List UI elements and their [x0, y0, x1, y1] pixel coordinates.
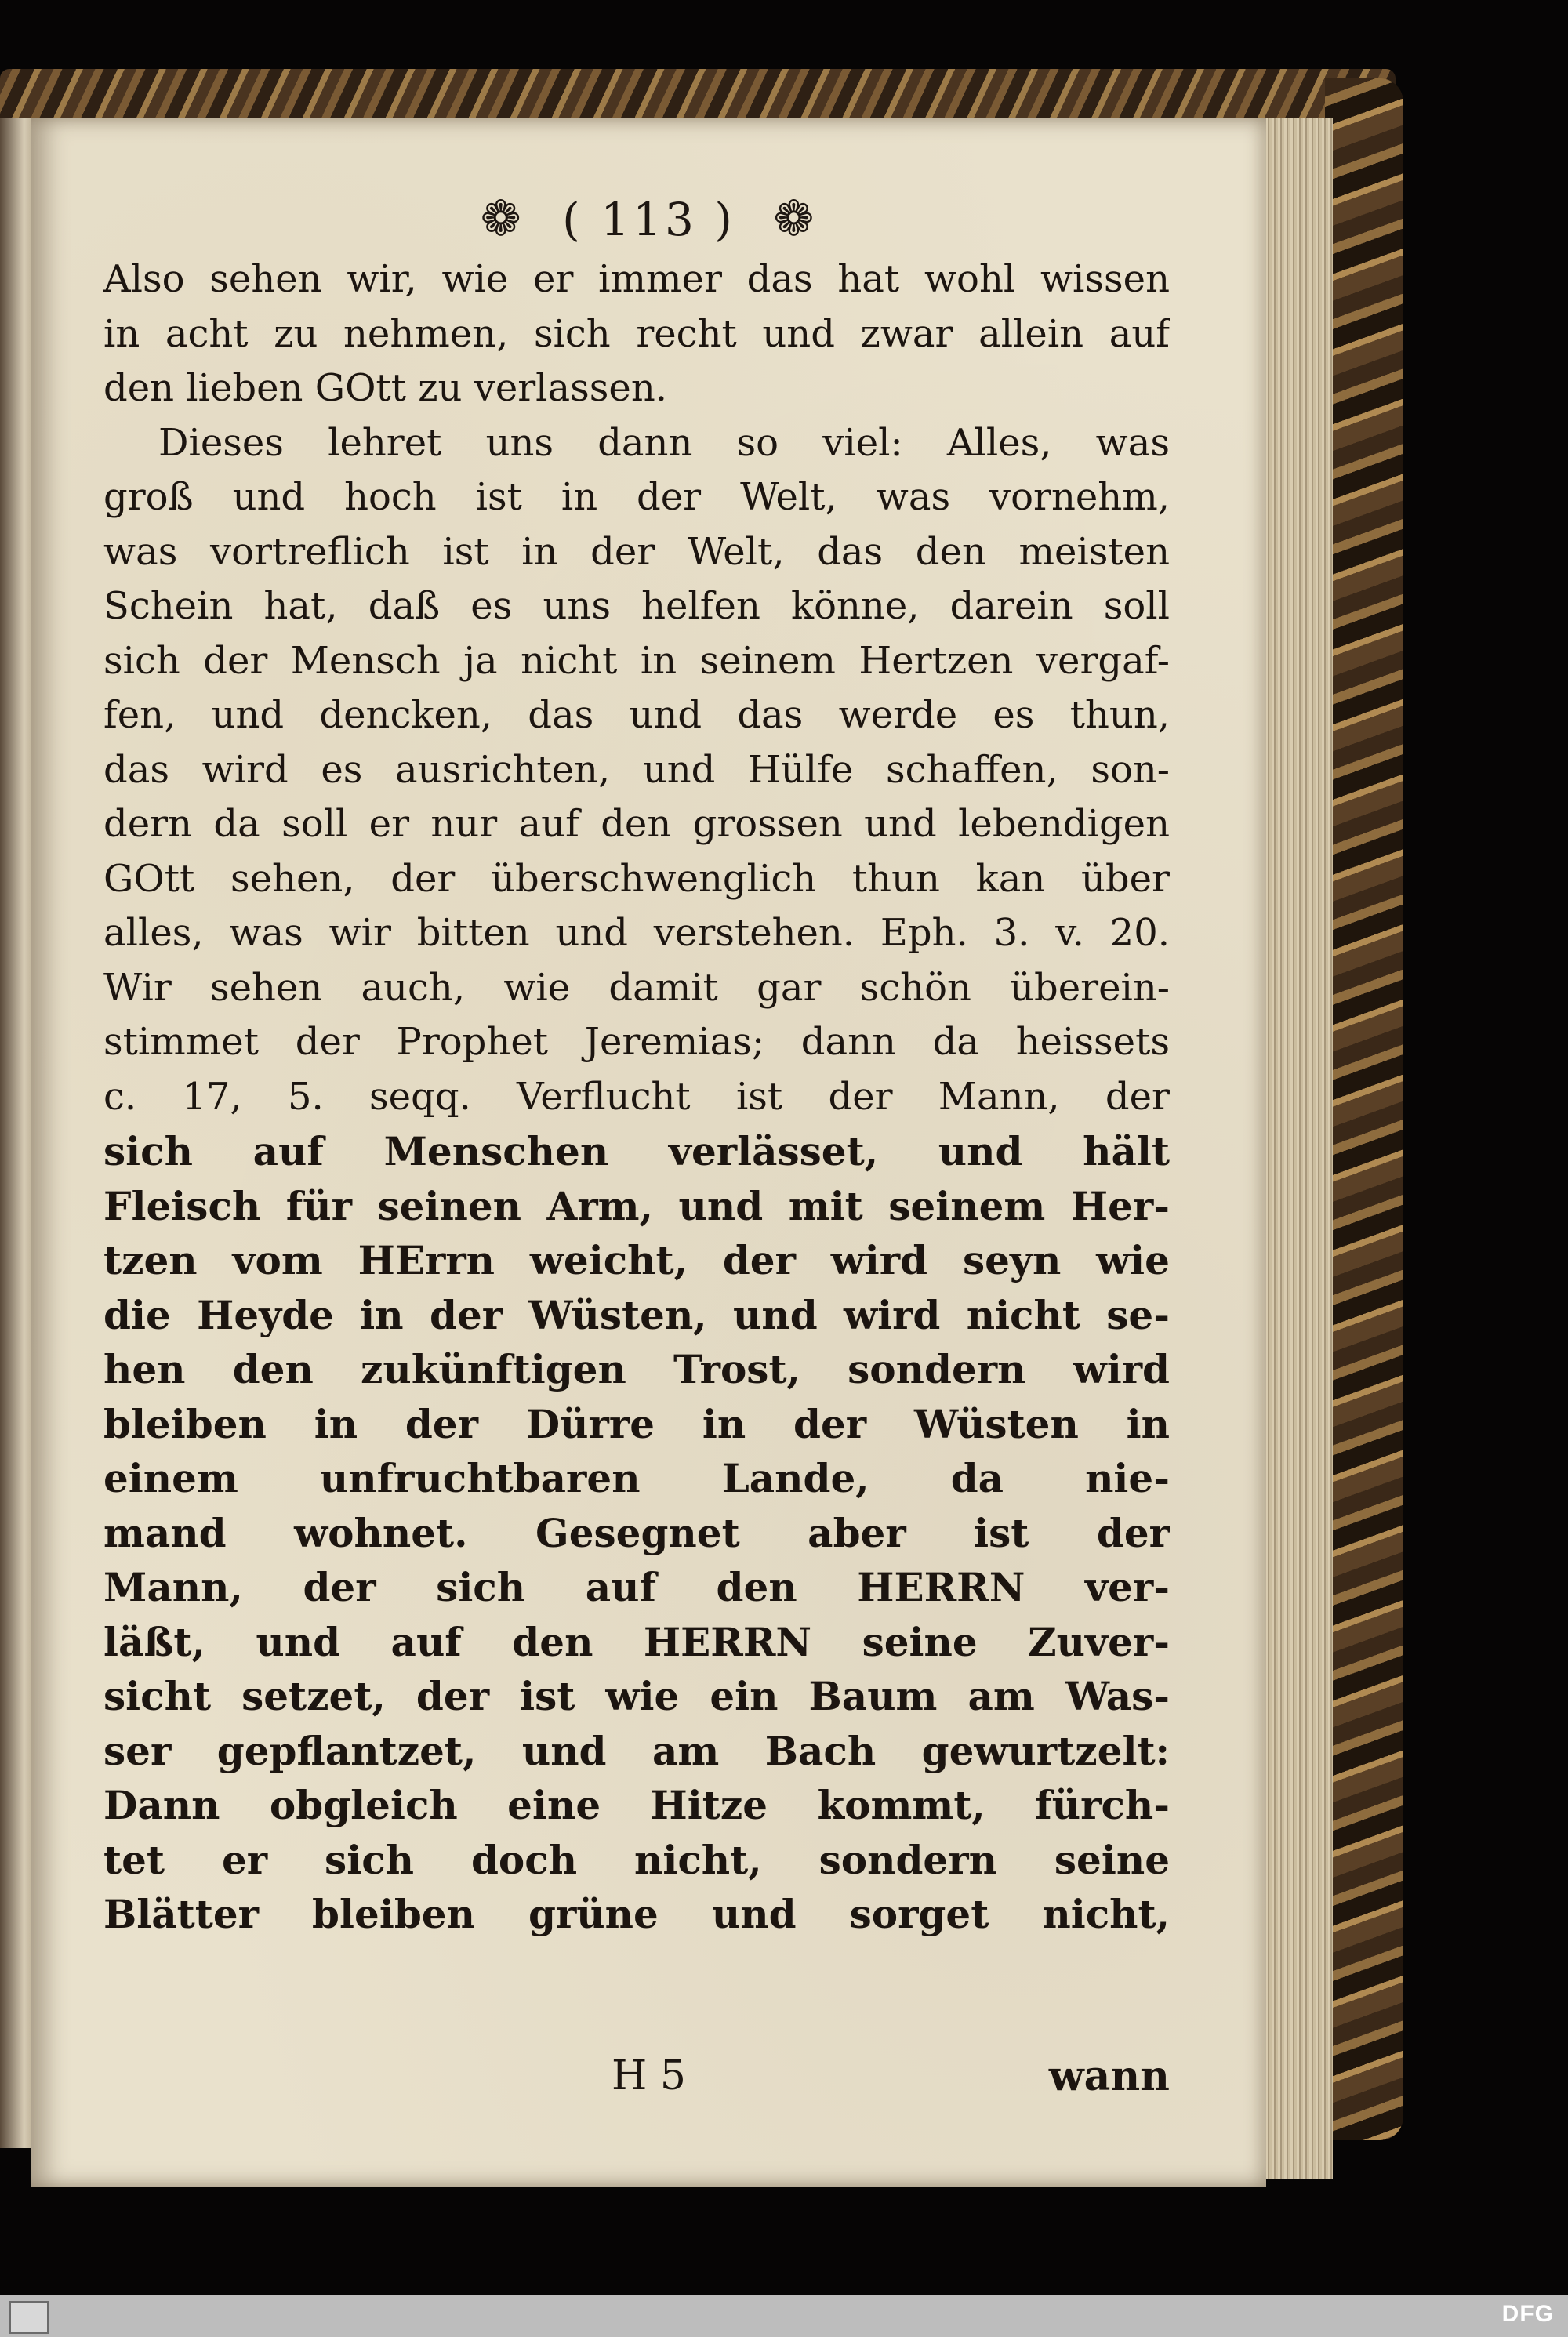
ornament-right-icon: ❁: [773, 190, 818, 247]
text-line: hen den zukünftigen Trost, sondern wird: [103, 1346, 1170, 1392]
text-line: tzen vom HErrn weicht, der wird seyn wie: [103, 1237, 1170, 1283]
text-line: sich auf Menschen verlässet, und hält: [103, 1128, 1170, 1174]
body-text: [103, 252, 1170, 1942]
book-page: [31, 118, 1266, 2187]
text-line: in acht zu nehmen, sich recht und zwar allein auf: [103, 311, 1170, 356]
text-line: alles, was wir bitten und verstehen. Eph. 3. v. 20.: [103, 911, 1170, 955]
text-line: Blätter bleiben grüne und sorget nicht,: [103, 1891, 1170, 1937]
text-line: Wir sehen auch, wie damit gar schön überein-: [103, 965, 1170, 1010]
text-line: ser gepflantzet, und am Bach gewurtzelt:: [103, 1727, 1170, 1774]
signature-mark: H 5: [612, 2052, 686, 2099]
viewer-footer-bar: [0, 2295, 1568, 2337]
text-line: Mann, der sich auf den HERRN ver-: [103, 1564, 1170, 1610]
text-line: läßt, und auf den HERRN seine Zuver-: [103, 1618, 1170, 1665]
text-line: GOtt sehen, der überschwenglich thun kan über: [103, 856, 1170, 901]
book-cover-edge: [1325, 78, 1403, 2140]
text-line: das wird es ausrichten, und Hülfe schaffen, son-: [103, 747, 1170, 792]
page-footer: [103, 2052, 1170, 2107]
text-line: bleiben in der Dürre in der Wüsten in: [103, 1400, 1170, 1447]
text-line: stimmet der Prophet Jeremias; dann da heissets: [103, 1020, 1170, 1064]
page-header: [31, 190, 1266, 247]
library-logo-icon: [9, 2301, 49, 2334]
text-line: fen, und dencken, das und das werde es thun,: [103, 693, 1170, 737]
text-line: tet er sich doch nicht, sondern seine: [103, 1836, 1170, 1883]
text-line: was vortreflich ist in der Welt, das den meisten: [103, 529, 1170, 574]
text-line: einem unfruchtbaren Lande, da nie-: [103, 1455, 1170, 1501]
text-line: c. 17, 5. seqq. Verflucht ist der Mann, der: [103, 1074, 1170, 1119]
text-line: Also sehen wir, wie er immer das hat wohl wissen: [103, 257, 1170, 301]
text-line: Dieses lehret uns dann so viel: Alles, was: [158, 420, 1170, 465]
text-line: die Heyde in der Wüsten, und wird nicht se-: [103, 1291, 1170, 1338]
ornament-left-icon: ❁: [480, 190, 524, 247]
text-line: sich der Mensch ja nicht in seinem Hertzen vergaf-: [103, 638, 1170, 683]
dfg-logo: DFG: [1501, 2301, 1554, 2327]
facing-page-edge: [0, 118, 34, 2148]
text-line: dern da soll er nur auf den grossen und lebendigen: [103, 802, 1170, 846]
text-line: groß und hoch ist in der Welt, was vornehm,: [103, 475, 1170, 519]
text-line: sicht setzet, der ist wie ein Baum am Was-: [103, 1673, 1170, 1719]
text-line: den lieben GOtt zu verlassen.: [103, 366, 667, 410]
page-number: ( 113 ): [562, 193, 735, 246]
catchword: wann: [1048, 2052, 1170, 2100]
text-line: Dann obgleich eine Hitze kommt, fürch-: [103, 1782, 1170, 1828]
text-line: Fleisch für seinen Arm, und mit seinem Her-: [103, 1182, 1170, 1229]
text-line: mand wohnet. Gesegnet aber ist der: [103, 1509, 1170, 1556]
text-line: Schein hat, daß es uns helfen könne, darein soll: [103, 584, 1170, 628]
